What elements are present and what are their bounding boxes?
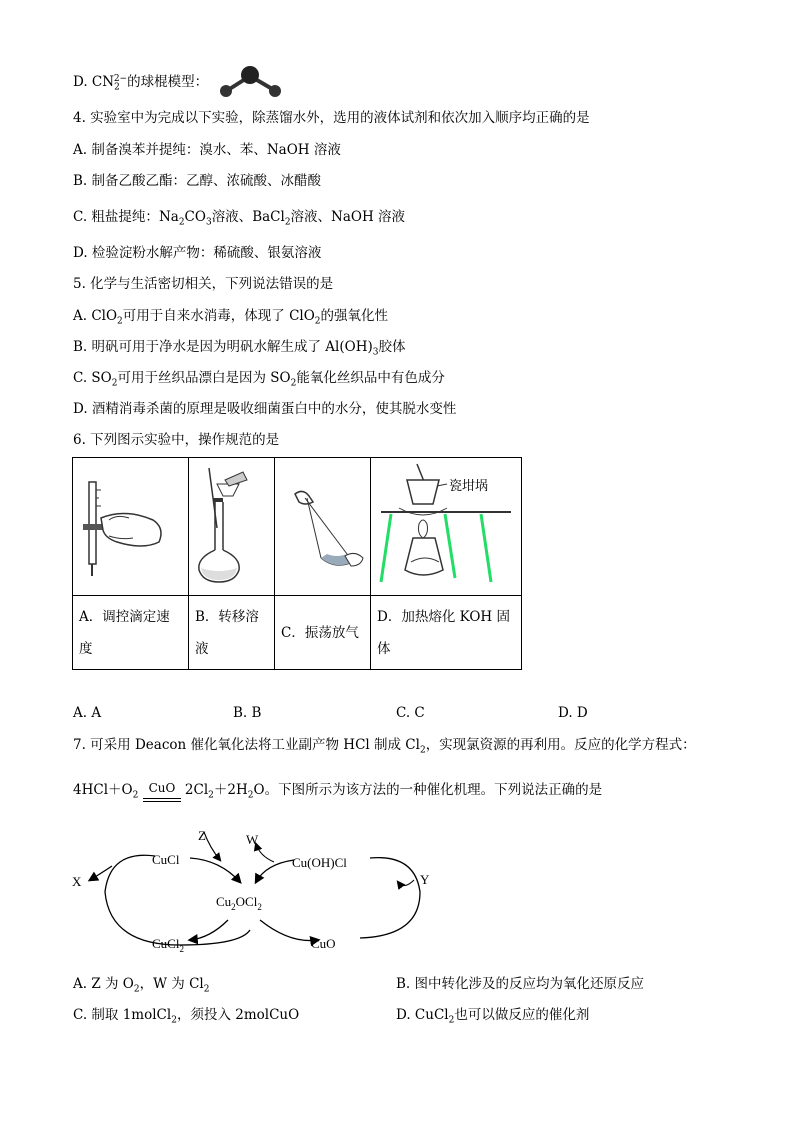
node-cuo: CuO [311,936,336,951]
separatory-funnel-icon [275,458,370,591]
q4-stem: 4. 实验室中为完成以下实验，除蒸馏水外，选用的液体试剂和依次加入顺序均正确的是 [73,110,590,126]
q5-stem: 5. 化学与生活密切相关，下列说法错误的是 [73,276,334,292]
crucible-label: 瓷坩埚 [449,479,489,494]
q4-option-c: C. 粗盐提纯：$Na_2CO_3$溶液、BaCl$_2$溶液、NaOH 溶液 [73,209,406,228]
burette-hand-icon [73,458,188,591]
caption-d: D．加热熔化 KOH 固体 [371,596,522,670]
q7-option-a: A. Z 为 $O_2$，W 为 $Cl_2$ [73,976,210,995]
crucible-heating-icon [371,458,521,591]
node-cu2ocl2: $Cu_2OCl_2$ [216,894,262,912]
q5-option-d: D. 酒精消毒杀菌的原理是吸收细菌蛋白中的水分，使其脱水变性 [73,401,457,417]
q4-option-b: B. 制备乙酸乙酯：乙醇、浓硫酸、冰醋酸 [73,173,322,189]
caption-b: B．转移溶液 [189,596,275,670]
q4-option-a: A. 制备溴苯并提纯：溴水、苯、NaOH 溶液 [73,142,341,158]
q7-option-c: C. 制取 1molCl$_2$，须投入 2molCuO [73,1007,300,1026]
q7-option-d: D. CuCl$_2$也可以做反应的催化剂 [396,1007,590,1026]
q7-equation: $4HCl+O_2$ CuO $2Cl_2+2H_2O$。下图所示为该方法的一种催化机理。下列说法正确的是 [73,781,603,801]
q5-option-b: B. 明矾可用于净水是因为明矾水解生成了 $Al(OH)_3$胶体 [73,339,406,358]
q6-answer-d: D. D [558,705,588,721]
q3-option-d: D. $CN_2^{2-}$的球棍模型： [73,73,209,93]
q7-option-b: B. 图中转化涉及的反应均为氧化还原反应 [396,976,645,992]
label-x: X [72,874,82,889]
caption-c: C．振荡放气 [275,596,371,670]
q6-experiment-table [72,457,522,670]
q5-option-c: C. $SO_2$可用于丝织品漂白是因为 $SO_2$能氧化丝织品中有色成分 [73,370,445,389]
q7-stem: 7. 可采用 Deacon 催化氧化法将工业副产物 HCl 制成 $Cl_2$，实现氯资源的再利用。反应的化学方程式： [73,737,696,756]
q6-answer-b: B. B [233,705,262,721]
q5-option-a: A. ClO$_2$可用于自来水消毒，体现了 ClO$_2$的强氧化性 [73,308,389,327]
q4-option-d: D. 检验淀粉水解产物：稀硫酸、银氨溶液 [73,245,322,261]
q6-answer-a: A. A [73,705,102,721]
volumetric-flask-icon [189,458,274,591]
image-cell-a [73,458,189,596]
image-cell-c [275,458,371,596]
node-cucl2: CuCl$_2$ [152,936,184,954]
node-cuohcl: Cu(OH)Cl [292,855,347,870]
image-cell-b [189,458,275,596]
q6-stem: 6. 下列图示实验中，操作规范的是 [73,432,280,448]
image-cell-d [371,458,522,596]
ball-stick-model-icon [214,64,286,98]
label-w: W [246,832,259,847]
label-y: Y [420,872,430,887]
caption-a: A．调控滴定速度 [73,596,189,670]
node-cucl: CuCl [152,852,180,867]
catalytic-mechanism-diagram [60,820,460,960]
q6-answer-c: C. C [396,705,425,721]
label-z: Z [198,828,206,843]
